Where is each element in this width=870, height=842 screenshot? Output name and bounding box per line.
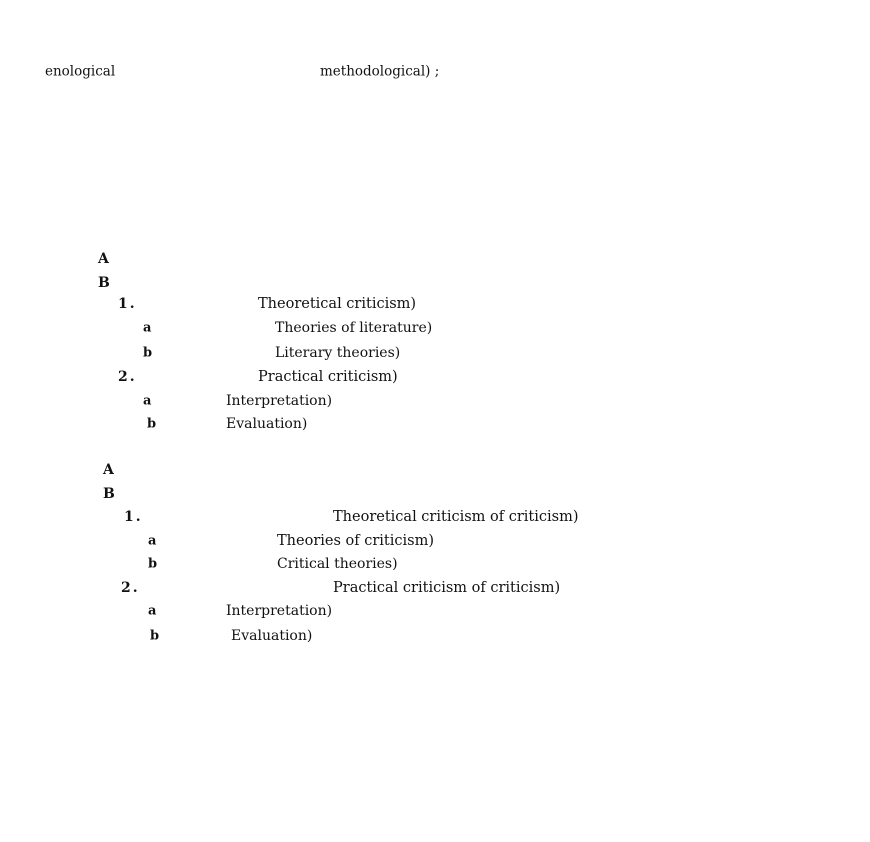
outline2-number-2: 2. (121, 580, 140, 596)
outline1-literary-theories: Literary theories) (275, 345, 401, 361)
outline1-sub-a2: a (143, 393, 152, 409)
outline2-interpretation: Interpretation) (226, 603, 333, 619)
outline2-evaluation: Evaluation) (231, 628, 313, 644)
outline2-sub-b2: b (150, 628, 160, 644)
fragment-left-text: enological (45, 63, 116, 80)
outline1-theoretical-criticism: Theoretical criticism) (258, 295, 417, 312)
outline1-sub-b2: b (147, 416, 157, 432)
outline1-label-b: B (98, 275, 110, 291)
outline1-theories-of-literature: Theories of literature) (275, 320, 433, 336)
outline2-label-b: B (103, 486, 115, 502)
outline2-practical-criticism-of-criticism: Practical criticism of criticism) (333, 579, 561, 596)
outline2-sub-a1: a (148, 533, 157, 549)
outline1-label-a: A (98, 251, 109, 267)
outline1-number-1: 1. (118, 296, 137, 312)
outline2-critical-theories: Critical theories) (277, 556, 398, 572)
outline2-label-a: A (103, 462, 114, 478)
outline1-sub-a1: a (143, 320, 152, 336)
outline2-sub-a2: a (148, 603, 157, 619)
outline2-number-1: 1. (124, 509, 143, 525)
fragment-right-text: methodological) ; (320, 63, 440, 80)
outline1-evaluation: Evaluation) (226, 416, 308, 432)
outline2-sub-b1: b (148, 556, 158, 572)
outline2-theories-of-criticism: Theories of criticism) (277, 532, 434, 549)
outline2-theoretical-criticism-of-criticism: Theoretical criticism of criticism) (333, 508, 579, 525)
outline1-interpretation: Interpretation) (226, 393, 333, 409)
outline1-number-2: 2. (118, 369, 137, 385)
outline1-sub-b1: b (143, 345, 153, 361)
outline1-practical-criticism: Practical criticism) (258, 368, 398, 385)
